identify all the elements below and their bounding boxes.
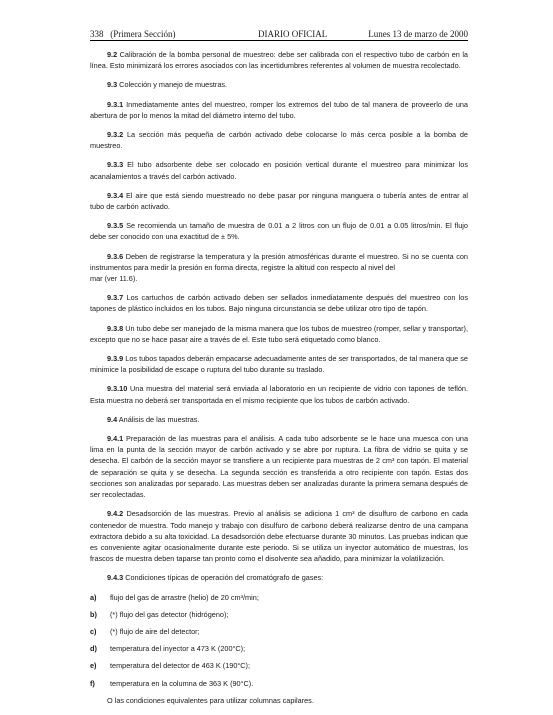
section-number: 9.3.1	[107, 99, 124, 109]
list-item	[90, 678, 468, 689]
paragraph-text: Se recomienda un tamaño de muestra de 0.01 a 2 litros con un flujo de 0.01 a 0.05 litros/min. El flujo debe ser conocido con una exactitud de ± 5%.	[90, 221, 468, 242]
closing-paragraph: O las condiciones equivalentes para utilizar columnas capilares.	[107, 695, 314, 705]
section-number: 9.3.9	[107, 354, 124, 364]
paragraph-text: La sección más pequeña de carbón activado debe colocarse lo más cerca posible a la bomba de muestreo.	[90, 130, 468, 151]
paragraph-9-3-5	[90, 220, 468, 242]
paragraph-text: Condiciones típicas de operación del cromatógrafo de gases:	[123, 573, 324, 583]
section-number: 9.4	[107, 414, 118, 424]
list-item-text: temperatura del inyector a 473 K (200°C);	[110, 644, 246, 654]
paragraph-text: El aire que está siendo muestreado no debe pasar por ninguna manguera o tubería antes de entrar al tubo de carbón activado.	[90, 190, 468, 212]
list-item-label: f)	[90, 678, 95, 688]
paragraph-text: Los tubos tapados deberán empacarse adecuadamente antes de ser transportados, de tal manera que se minimice la posibilidad de escape o ruptura del tubo durante su traslado.	[90, 354, 468, 375]
list-item	[90, 609, 468, 620]
list-item	[90, 592, 468, 603]
section-number: 9.4.3	[107, 573, 124, 583]
paragraph-text: El tubo adsorbente debe ser colocado en posición vertical durante el muestreo para minimizar los acanalamientos a través del carbón activado.	[90, 160, 468, 181]
conditions-list	[90, 592, 468, 689]
list-item	[90, 643, 468, 654]
paragraph-9-4-2	[90, 508, 468, 564]
paragraph-9-3-10	[90, 383, 468, 405]
section-number: 9.3.7	[107, 293, 124, 303]
paragraph-9-4-3	[90, 572, 468, 583]
paragraph-text: Una muestra del material será enviada al laboratorio en un recipiente de vidrio con tapones de teflón. Esta muestra no deberá ser transportada en el mismo recipiente que los tubos de carbón activado.	[90, 384, 468, 405]
section-number: 9.3	[107, 80, 118, 90]
section-number: 9.3.4	[107, 190, 124, 200]
paragraph-9-3-2	[90, 129, 468, 151]
publication-date: Lunes 13 de marzo de 2000	[368, 29, 468, 39]
list-item-text: flujo del gas de arrastre (helio) de 20 cm³/min;	[110, 592, 259, 602]
page-header	[90, 28, 468, 41]
section-number: 9.3.3	[107, 160, 124, 170]
paragraph-text: Un tubo debe ser manejado de la misma manera que los tubos de muestreo (romper, sellar y transportar), excepto que no se hace pasar aire a través de el. Este tubo será etiquetado como blanco.	[90, 323, 468, 344]
paragraph-text: Calibración de la bomba personal de muestreo: debe ser calibrada con el respectivo tubo de carbón en la línea. Esto minimizará los errores asociados con las incertidumbres referentes al volumen de muestra recolectado.	[90, 50, 468, 71]
list-item-label: e)	[90, 661, 97, 671]
paragraph-9-4	[90, 414, 468, 425]
section-number: 9.2	[107, 50, 118, 59]
paragraph-9-3-8	[90, 323, 468, 345]
list-item-label: a)	[90, 592, 97, 602]
paragraph-9-3-7	[90, 292, 468, 314]
list-item-label: b)	[90, 609, 97, 619]
paragraph-text: Inmediatamente antes del muestreo, romper los extremos del tubo de tal manera de proveerlo de una abertura de por lo menos la mitad del diámetro interno del tubo.	[90, 99, 468, 120]
list-item-text: temperatura del detector de 463 K (190°C);	[110, 661, 251, 671]
section-number: 9.4.1	[107, 434, 124, 444]
paragraph-text: Los cartuchos de carbón activado deben ser sellados inmediatamente después del muestreo con los tapones de plástico incluidos en los tubos. Bajo ninguna circunstancia se debe utilizar otro tipo de tapón.	[90, 293, 468, 314]
section-number: 9.3.6	[107, 251, 124, 261]
paragraph-text: Preparación de las muestras para el análisis. A cada tubo adsorbente se le hace una muesca con una lima en la punta de la sección mayor de carbón activado y se abre por ruptura. La fibra de vidrio se quita y se desecha. El carbón de la sección mayor se transfiere a un recipiente para muestras de 2 cm³ con tapón. El material de separación se quita y se desecha. La segunda sección es transferida a otro recipiente con tapón. Estas dos secciones son analizadas por separado. Las muestras deben ser analizadas durante la primera semana después de ser recolectadas.	[90, 434, 468, 500]
list-item	[90, 626, 468, 637]
paragraph-9-3-1	[90, 99, 468, 121]
publication-title: DIARIO OFICIAL	[258, 29, 328, 39]
list-item-text: temperatura en la columna de 363 K (90°C).	[110, 678, 254, 688]
paragraph-text-continuation: mar (ver 11.6).	[90, 274, 138, 284]
document-body	[90, 49, 468, 714]
paragraph-text: Colección y manejo de muestras.	[117, 80, 228, 90]
page-number: 338	[90, 29, 104, 39]
paragraph-9-3	[90, 79, 468, 90]
paragraph-9-3-9	[90, 353, 468, 375]
section-number: 9.3.8	[107, 323, 124, 333]
list-item-text: (*) flujo del gas detector (hidrógeno);	[110, 609, 229, 619]
section-label: (Primera Sección)	[110, 29, 176, 39]
list-item	[90, 660, 468, 671]
section-number: 9.3.10	[107, 384, 128, 394]
section-number: 9.3.2	[107, 130, 124, 140]
paragraph-text: Desadsorción de las muestras. Previo al análisis se adiciona 1 cm³ de disulfuro de carbono en cada contenedor de muestra. Todo manejo y trabajo con disulfuro de carbono deberá realizarse dentro de una campana extractora debido a su alta toxicidad. La desadsorción debe efectuarse durante 30 minutos. Las pruebas indican que es conveniente agitar ocasionalmente durante este periodo. Si se utiliza un inyector automático de muestras, los frascos de muestra deben taparse tan pronto como el disolvente sea añadido, para minimizar la volatilización.	[90, 509, 468, 564]
paragraph-9-4-1	[90, 433, 468, 500]
paragraph-text: Análisis de las muestras.	[117, 414, 200, 424]
list-item-text: (*) flujo de aire del detector;	[110, 626, 200, 636]
list-item-label: d)	[90, 644, 97, 654]
section-number: 9.4.2	[107, 509, 124, 519]
section-number: 9.3.5	[107, 221, 124, 231]
paragraph-9-3-3	[90, 159, 468, 181]
paragraph-text: Deben de registrarse la temperatura y la presión atmosféricas durante el muestreo. Si no se cuenta con instrumentos para medir la presión en forma directa, registre la altitud con respecto al nivel del	[90, 251, 468, 272]
paragraph-9-3-4	[90, 190, 468, 212]
paragraph-9-3-6	[90, 251, 468, 285]
paragraph-9-2	[90, 49, 468, 71]
list-item-label: c)	[90, 626, 97, 636]
header-left	[90, 28, 175, 40]
